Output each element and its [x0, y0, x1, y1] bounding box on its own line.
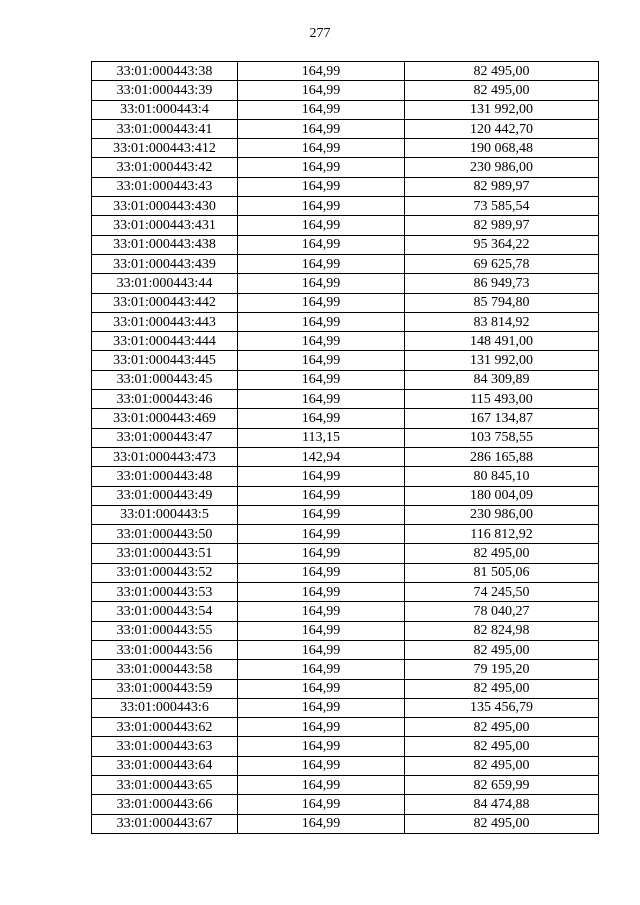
cadastral-number-cell: 33:01:000443:442: [92, 293, 238, 312]
cadastral-number-cell: 33:01:000443:443: [92, 312, 238, 331]
cadastral-number-cell: 33:01:000443:59: [92, 679, 238, 698]
cadastral-number-cell: 33:01:000443:48: [92, 467, 238, 486]
cadastral-number-cell: 33:01:000443:439: [92, 254, 238, 273]
table-row: [92, 544, 599, 563]
area-cell: 164,99: [238, 660, 405, 679]
table-row: [92, 525, 599, 544]
page-number: 277: [309, 26, 331, 41]
cadastral-value-cell: 82 495,00: [405, 62, 599, 81]
area-cell: 164,99: [238, 274, 405, 293]
cadastral-number-cell: 33:01:000443:65: [92, 775, 238, 794]
table-row: [92, 139, 599, 158]
area-cell: 164,99: [238, 602, 405, 621]
cadastral-value-cell: 230 986,00: [405, 158, 599, 177]
cadastral-value-cell: 167 134,87: [405, 409, 599, 428]
cadastral-value-cell: 82 495,00: [405, 640, 599, 659]
cadastral-number-cell: 33:01:000443:38: [92, 62, 238, 81]
table-row: [92, 390, 599, 409]
cadastral-number-cell: 33:01:000443:62: [92, 718, 238, 737]
cadastral-number-cell: 33:01:000443:39: [92, 81, 238, 100]
area-cell: 164,99: [238, 621, 405, 640]
area-cell: 164,99: [238, 640, 405, 659]
table-row: [92, 602, 599, 621]
table-row: [92, 795, 599, 814]
area-cell: 164,99: [238, 197, 405, 216]
cadastral-value-cell: 135 456,79: [405, 698, 599, 717]
cadastral-value-cell: 116 812,92: [405, 525, 599, 544]
cadastral-number-cell: 33:01:000443:44: [92, 274, 238, 293]
cadastral-value-cell: 180 004,09: [405, 486, 599, 505]
area-cell: 164,99: [238, 62, 405, 81]
table-row: [92, 293, 599, 312]
cadastral-value-cell: 103 758,55: [405, 428, 599, 447]
cadastral-value-cell: 82 659,99: [405, 775, 599, 794]
cadastral-value-cell: 85 794,80: [405, 293, 599, 312]
cadastral-number-cell: 33:01:000443:45: [92, 370, 238, 389]
table-row: [92, 679, 599, 698]
cadastral-number-cell: 33:01:000443:438: [92, 235, 238, 254]
cadastral-number-cell: 33:01:000443:46: [92, 390, 238, 409]
table-row: [92, 158, 599, 177]
area-cell: 164,99: [238, 486, 405, 505]
cadastral-value-cell: 84 309,89: [405, 370, 599, 389]
area-cell: 164,99: [238, 119, 405, 138]
cadastral-number-cell: 33:01:000443:42: [92, 158, 238, 177]
table-row: [92, 274, 599, 293]
table-row: [92, 583, 599, 602]
cadastral-value-cell: 230 986,00: [405, 505, 599, 524]
cadastral-value-cell: 115 493,00: [405, 390, 599, 409]
area-cell: 164,99: [238, 563, 405, 582]
table-row: [92, 737, 599, 756]
area-cell: 164,99: [238, 390, 405, 409]
cadastral-value-cell: 82 495,00: [405, 544, 599, 563]
cadastral-number-cell: 33:01:000443:47: [92, 428, 238, 447]
table-row: [92, 428, 599, 447]
table-row: [92, 814, 599, 833]
area-cell: 164,99: [238, 312, 405, 331]
table-row: [92, 505, 599, 524]
cadastral-number-cell: 33:01:000443:431: [92, 216, 238, 235]
table-row: [92, 177, 599, 196]
area-cell: 164,99: [238, 698, 405, 717]
cadastral-number-cell: 33:01:000443:412: [92, 139, 238, 158]
cadastral-value-table: [91, 61, 599, 834]
table-row: [92, 660, 599, 679]
cadastral-value-cell: 82 495,00: [405, 81, 599, 100]
area-cell: 164,99: [238, 370, 405, 389]
cadastral-number-cell: 33:01:000443:50: [92, 525, 238, 544]
area-cell: 164,99: [238, 775, 405, 794]
cadastral-value-cell: 82 495,00: [405, 756, 599, 775]
cadastral-value-cell: 131 992,00: [405, 100, 599, 119]
cadastral-value-cell: 82 824,98: [405, 621, 599, 640]
table-row: [92, 486, 599, 505]
table-row: [92, 197, 599, 216]
cadastral-number-cell: 33:01:000443:64: [92, 756, 238, 775]
cadastral-number-cell: 33:01:000443:54: [92, 602, 238, 621]
cadastral-number-cell: 33:01:000443:444: [92, 332, 238, 351]
cadastral-value-cell: 80 845,10: [405, 467, 599, 486]
cadastral-number-cell: 33:01:000443:52: [92, 563, 238, 582]
cadastral-value-cell: 81 505,06: [405, 563, 599, 582]
cadastral-value-cell: 79 195,20: [405, 660, 599, 679]
cadastral-number-cell: 33:01:000443:63: [92, 737, 238, 756]
cadastral-value-cell: 82 495,00: [405, 718, 599, 737]
table-row: [92, 332, 599, 351]
cadastral-number-cell: 33:01:000443:55: [92, 621, 238, 640]
cadastral-value-cell: 95 364,22: [405, 235, 599, 254]
area-cell: 164,99: [238, 158, 405, 177]
cadastral-number-cell: 33:01:000443:4: [92, 100, 238, 119]
area-cell: 164,99: [238, 216, 405, 235]
cadastral-value-cell: 82 989,97: [405, 177, 599, 196]
area-cell: 164,99: [238, 139, 405, 158]
area-cell: 164,99: [238, 679, 405, 698]
table-row: [92, 756, 599, 775]
cadastral-value-cell: 82 495,00: [405, 679, 599, 698]
cadastral-value-cell: 120 442,70: [405, 119, 599, 138]
table-row: [92, 447, 599, 466]
cadastral-value-cell: 83 814,92: [405, 312, 599, 331]
area-cell: 164,99: [238, 235, 405, 254]
table-row: [92, 718, 599, 737]
area-cell: 164,99: [238, 756, 405, 775]
area-cell: 164,99: [238, 718, 405, 737]
area-cell: 164,99: [238, 737, 405, 756]
area-cell: 164,99: [238, 254, 405, 273]
cadastral-value-cell: 78 040,27: [405, 602, 599, 621]
cadastral-number-cell: 33:01:000443:51: [92, 544, 238, 563]
cadastral-number-cell: 33:01:000443:43: [92, 177, 238, 196]
table-row: [92, 370, 599, 389]
table-row: [92, 235, 599, 254]
table-row: [92, 351, 599, 370]
table-row: [92, 312, 599, 331]
table-row: [92, 409, 599, 428]
cadastral-number-cell: 33:01:000443:66: [92, 795, 238, 814]
cadastral-number-cell: 33:01:000443:445: [92, 351, 238, 370]
table-row: [92, 216, 599, 235]
table-row: [92, 563, 599, 582]
cadastral-value-cell: 148 491,00: [405, 332, 599, 351]
cadastral-number-cell: 33:01:000443:67: [92, 814, 238, 833]
area-cell: 113,15: [238, 428, 405, 447]
cadastral-value-cell: 84 474,88: [405, 795, 599, 814]
table-row: [92, 467, 599, 486]
area-cell: 164,99: [238, 583, 405, 602]
area-cell: 164,99: [238, 351, 405, 370]
cadastral-number-cell: 33:01:000443:473: [92, 447, 238, 466]
table-row: [92, 254, 599, 273]
area-cell: 164,99: [238, 795, 405, 814]
table-row: [92, 621, 599, 640]
cadastral-number-cell: 33:01:000443:5: [92, 505, 238, 524]
area-cell: 164,99: [238, 525, 405, 544]
cadastral-number-cell: 33:01:000443:41: [92, 119, 238, 138]
cadastral-value-cell: 286 165,88: [405, 447, 599, 466]
area-cell: 164,99: [238, 81, 405, 100]
table-row: [92, 62, 599, 81]
area-cell: 164,99: [238, 814, 405, 833]
area-cell: 164,99: [238, 100, 405, 119]
cadastral-number-cell: 33:01:000443:53: [92, 583, 238, 602]
table-row: [92, 119, 599, 138]
cadastral-value-cell: 190 068,48: [405, 139, 599, 158]
cadastral-number-cell: 33:01:000443:469: [92, 409, 238, 428]
table-row: [92, 640, 599, 659]
area-cell: 164,99: [238, 505, 405, 524]
area-cell: 164,99: [238, 544, 405, 563]
cadastral-value-cell: 69 625,78: [405, 254, 599, 273]
table-row: [92, 698, 599, 717]
table-row: [92, 81, 599, 100]
cadastral-value-cell: 82 495,00: [405, 814, 599, 833]
cadastral-number-cell: 33:01:000443:430: [92, 197, 238, 216]
cadastral-value-cell: 82 989,97: [405, 216, 599, 235]
cadastral-number-cell: 33:01:000443:49: [92, 486, 238, 505]
table-body: [92, 62, 599, 834]
area-cell: 142,94: [238, 447, 405, 466]
cadastral-value-cell: 82 495,00: [405, 737, 599, 756]
table-row: [92, 100, 599, 119]
cadastral-value-cell: 73 585,54: [405, 197, 599, 216]
table-row: [92, 775, 599, 794]
area-cell: 164,99: [238, 467, 405, 486]
cadastral-value-cell: 74 245,50: [405, 583, 599, 602]
cadastral-number-cell: 33:01:000443:6: [92, 698, 238, 717]
area-cell: 164,99: [238, 409, 405, 428]
area-cell: 164,99: [238, 332, 405, 351]
area-cell: 164,99: [238, 177, 405, 196]
cadastral-value-cell: 131 992,00: [405, 351, 599, 370]
cadastral-number-cell: 33:01:000443:58: [92, 660, 238, 679]
cadastral-number-cell: 33:01:000443:56: [92, 640, 238, 659]
area-cell: 164,99: [238, 293, 405, 312]
cadastral-value-cell: 86 949,73: [405, 274, 599, 293]
